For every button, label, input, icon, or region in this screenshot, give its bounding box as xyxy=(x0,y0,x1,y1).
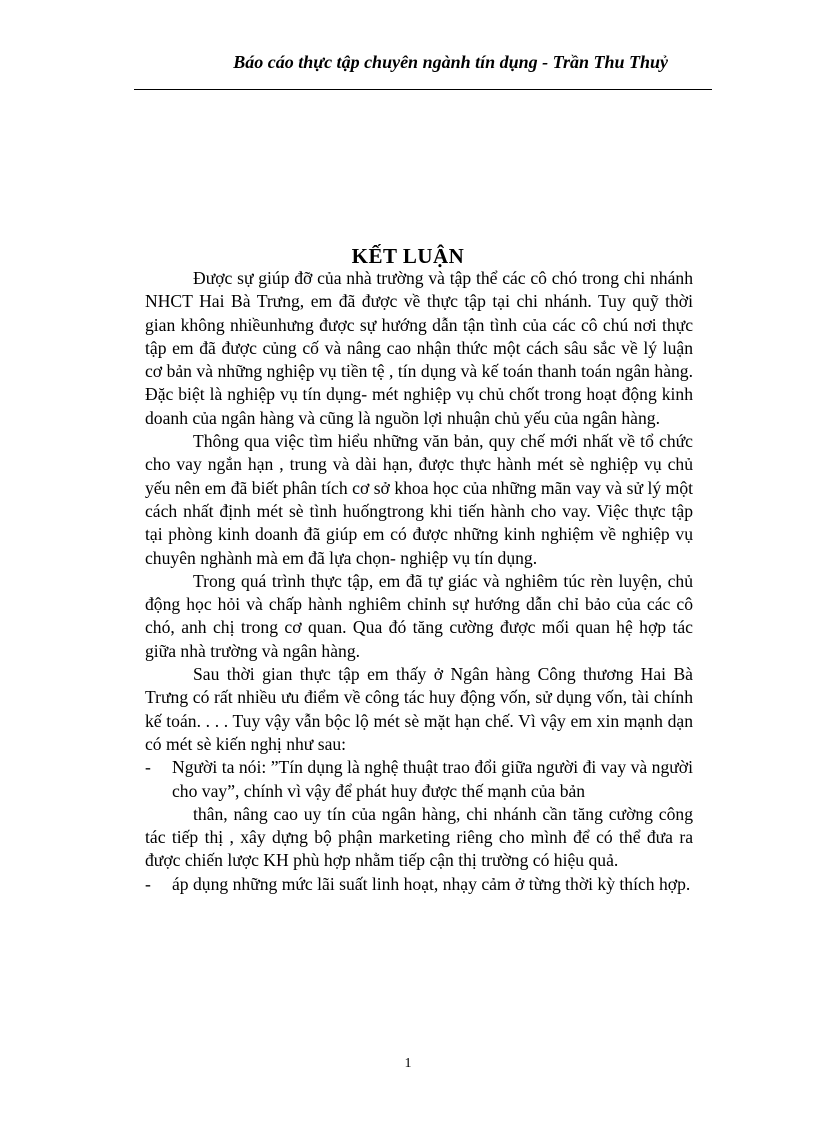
page-header xyxy=(0,52,816,80)
bullet-text: áp dụng những mức lãi suất linh hoạt, nhạy cảm ở từng thời kỳ thích hợp. xyxy=(172,873,691,894)
bullet-text: Người ta nói: ”Tín dụng là nghệ thuật trao đổi giữa người đi vay và người cho vay”, chính vì vậy để phát huy được thế mạnh của bản xyxy=(172,757,693,801)
paragraph: Trong quá trình thực tập, em đã tự giác và nghiêm túc rèn luyện, chủ động học hỏi và chấp hành nghiêm chỉnh sự hướng dẫn chỉ bảo của các cô chó, anh chị trong cơ quan. Qua đó tăng cường được mối quan hệ hợp tác giữa nhà trường và ngân hàng. xyxy=(145,570,693,661)
bullet-dash: - xyxy=(145,873,151,894)
section-title: KẾT LUẬN xyxy=(351,244,465,268)
bullet-item xyxy=(145,873,693,896)
page-number: 1 xyxy=(404,1056,412,1071)
paragraph: Được sự giúp đỡ của nhà trường và tập thể các cô chó trong chi nhánh NHCT Hai Bà Trưng, em đã được về thực tập tại chi nhánh. Tuy quỹ thời gian không nhiềunhưng được sự hướng dẫn tận tình của các cô chú nơi thực tập em đã được củng cố và nâng cao nhận thức một cách sâu sắc về lý luận cơ bản và những nghiệp vụ tiền tệ , tín dụng và kế toán thanh toán ngân hàng. Đặc biệt là nghiệp vụ tín dụng- mét nghiệp vụ chủ chốt trong hoạt động kinh doanh của ngân hàng và cũng là nguồn lợi nhuận chủ yếu của ngân hàng. xyxy=(145,268,693,428)
bullet-item xyxy=(145,756,693,803)
bullet-dash: - xyxy=(145,757,151,778)
header-title: Báo cáo thực tập chuyên ngành tín dụng - Trần Thu Thuỷ xyxy=(233,52,668,72)
document-body xyxy=(145,267,693,896)
bullet-continuation: thân, nâng cao uy tín của ngân hàng, chi nhánh cần tăng cường công tác tiếp thị , xây dựng bộ phận marketing riêng cho mình để có thể đưa ra được chiến lược KH phù hợp nhằm tiếp cận thị trường có hiệu quả. xyxy=(145,803,693,871)
header-divider xyxy=(134,89,712,90)
paragraph: Thông qua việc tìm hiểu những văn bản, quy chế mới nhất về tổ chức cho vay ngắn hạn , trung và dài hạn, được thực hành mét sè nghiệp vụ chủ yếu nên em đã biết phân tích cơ sở khoa học của những mãn vay và sử lý một cách nhất định mét sè tình huốngtrong khi tiến hành cho vay. Việc thực tập tại phòng kinh doanh đã giúp em có được những kinh nghiệm về nghiệp vụ chuyên nghành mà em đã lựa chọn- nghiệp vụ tín dụng. xyxy=(145,431,693,568)
paragraph: Sau thời gian thực tập em thấy ở Ngân hàng Công thương Hai Bà Trưng có rất nhiều ưu điểm về công tác huy động vốn, sử dụng vốn, tài chính kế toán. . . . Tuy vậy vẫn bộc lộ mét sè mặt hạn chế. Vì vậy em xin mạnh dạn có mét sè kiến nghị như sau: xyxy=(145,664,693,754)
